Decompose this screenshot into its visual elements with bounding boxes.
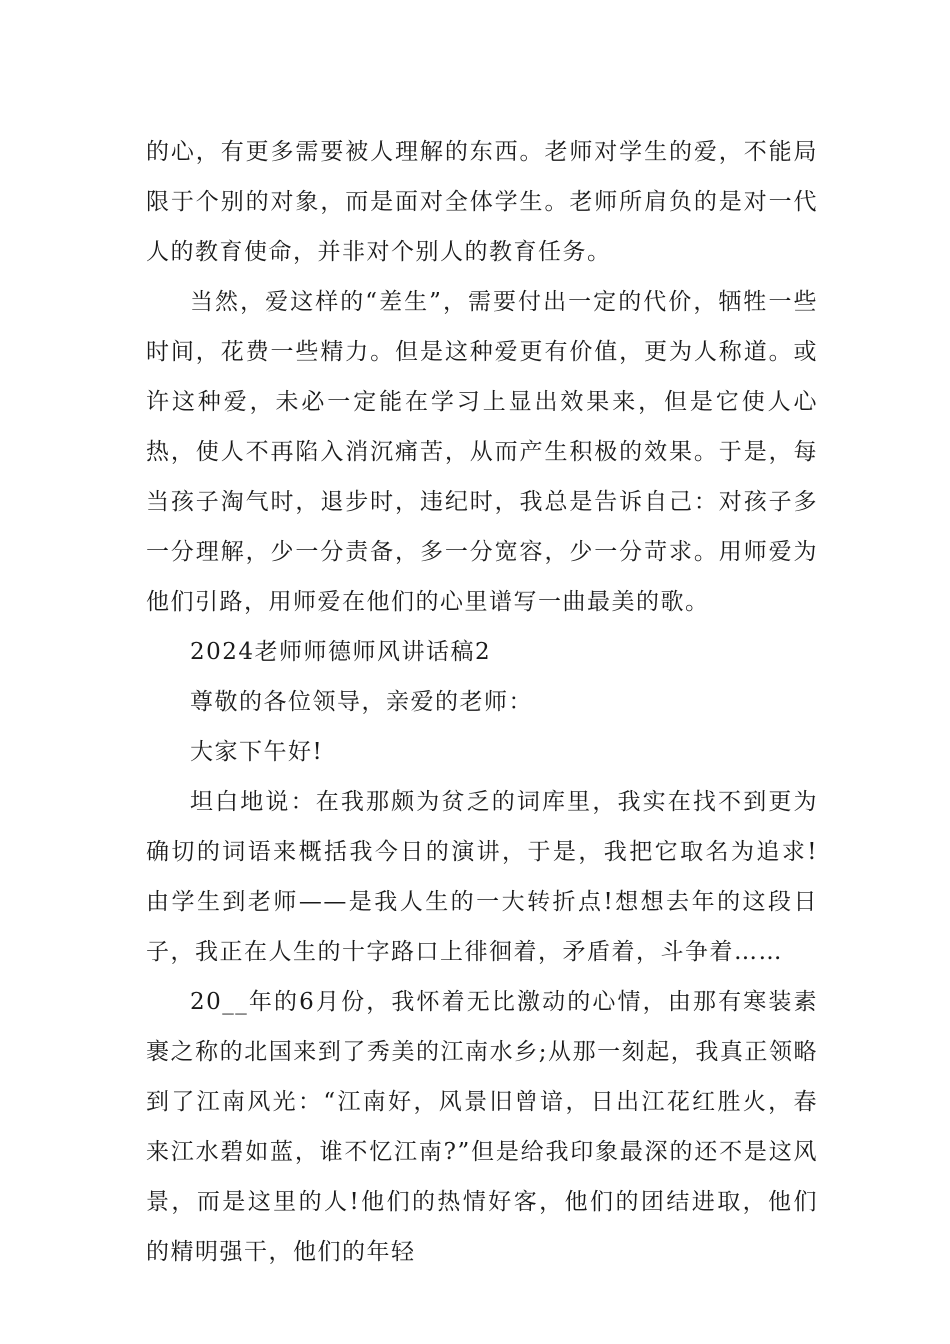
paragraph-4: 20__年的6月份，我怀着无比激动的心情，由那有寒装素裹之称的北国来到了秀美的江南水乡;从那一刻起，我真正领略到了江南风光：“江南好，风景旧曾谙，日出江花红胜火，春来江水碧如蓝，谁不忆江南?”但是给我印象最深的还不是这风景，而是这里的人!他们的热情好客，他们的团结进取，他们的精明强干，他们的年轻 — [146, 989, 818, 1265]
paragraph-1: 的心，有更多需要被人理解的东西。老师对学生的爱，不能局限于个别的对象，而是面对全体学生。老师所肩负的是对一代人的教育使命，并非对个别人的教育任务。 — [146, 139, 818, 265]
paragraph-2: 当然，爱这样的“差生”，需要付出一定的代价，牺牲一些时间，花费一些精力。但是这种爱更有价值，更为人称道。或许这种爱，未必一定能在学习上显出效果来，但是它使人心热，使人不再陷入消沉痛苦，从而产生积极的效果。于是，每当孩子淘气时，退步时，违纪时，我总是告诉自己：对孩子多一分理解，少一分责备，多一分宽容，少一分苛求。用师爱为他们引路，用师爱在他们的心里谱写一曲最美的歌。 — [146, 289, 818, 615]
greeting: 大家下午好! — [190, 739, 324, 765]
section-heading: 2024老师师德师风讲话稿2 — [190, 639, 492, 665]
paragraph-3: 坦白地说：在我那颇为贫乏的词库里，我实在找不到更为确切的词语来概括我今日的演讲，于是，我把它取名为追求!由学生到老师——是我人生的一大转折点!想想去年的这段日子，我正在人生的十字路口上徘徊着，矛盾着，斗争着…… — [146, 789, 818, 965]
document-page — [146, 127, 818, 1277]
salutation: 尊敬的各位领导，亲爱的老师： — [190, 689, 533, 715]
